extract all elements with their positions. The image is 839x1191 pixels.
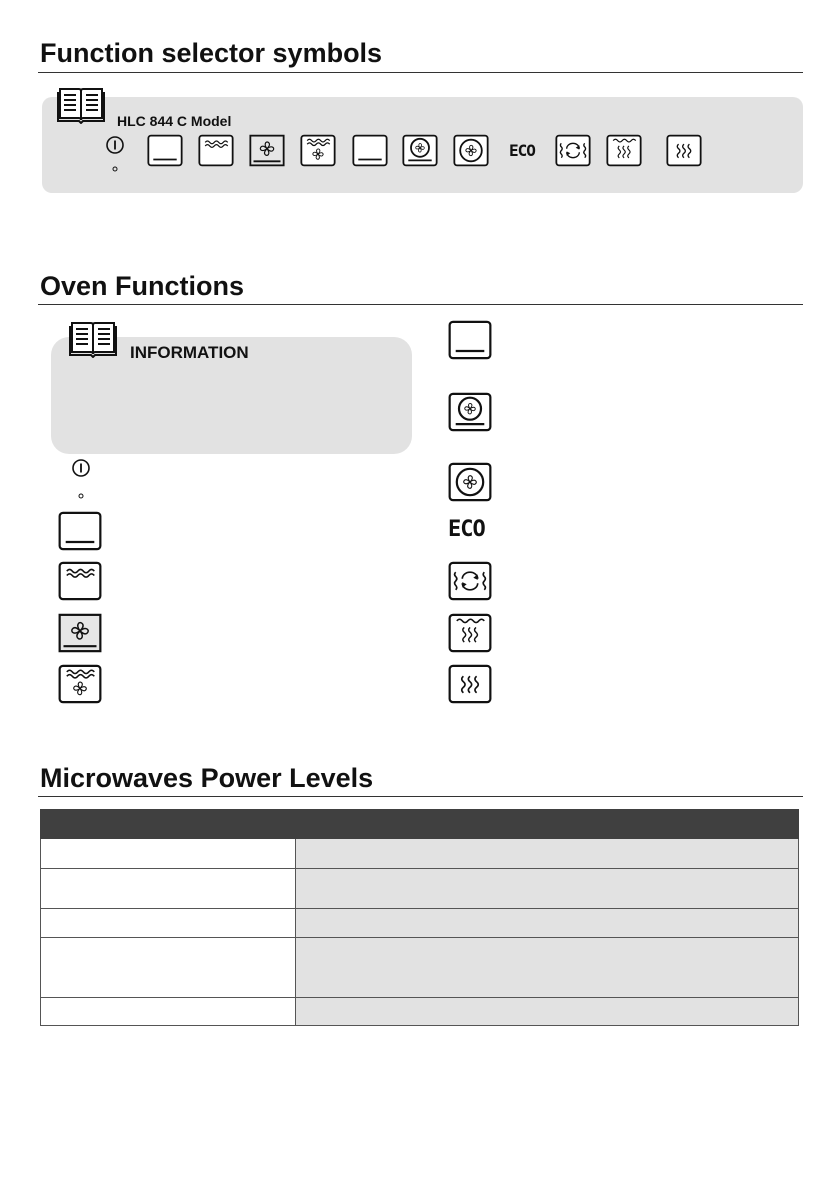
- power-levels-table: [40, 809, 799, 1026]
- microwave-grill-icon: [606, 134, 642, 167]
- table-header-cell: [41, 810, 296, 839]
- section-heading-function-selector: Function selector symbols: [40, 38, 383, 68]
- table-cell: [41, 869, 296, 909]
- table-cell: [41, 909, 296, 938]
- section-heading-oven-functions: Oven Functions: [40, 271, 245, 301]
- top-heat-icon: [198, 134, 234, 167]
- book-icon: [57, 86, 105, 124]
- section-heading-power-levels: Microwaves Power Levels: [40, 763, 374, 793]
- fan-bottom-icon: [58, 613, 102, 653]
- microwave-icon: [448, 664, 492, 704]
- model-label: HLC 844 C Model: [117, 113, 232, 129]
- fan-ring-bottom-icon: [402, 134, 438, 167]
- table-header-row: [41, 810, 799, 839]
- table-cell: [296, 869, 799, 909]
- table-row: [41, 938, 799, 998]
- bottom-heat-icon: [147, 134, 183, 167]
- microwave-rotate-icon: [448, 561, 492, 601]
- bottom-heat-icon: [58, 511, 102, 551]
- table-row: [41, 998, 799, 1026]
- fan-ring-icon: [448, 462, 492, 502]
- table-header-cell: [296, 810, 799, 839]
- heading-rule: [38, 72, 803, 73]
- table-row: [41, 839, 799, 869]
- bottom-heat-icon: [352, 134, 388, 167]
- heading-rule: [38, 796, 803, 797]
- fan-ring-bottom-icon: [448, 392, 492, 432]
- table-cell: [296, 909, 799, 938]
- table-cell: [41, 998, 296, 1026]
- microwave-rotate-icon: [555, 134, 591, 167]
- book-icon: [69, 320, 117, 358]
- table-cell: [296, 938, 799, 998]
- table-cell: [296, 998, 799, 1026]
- table-cell: [41, 938, 296, 998]
- fan-bottom-icon: [249, 134, 285, 167]
- fan-ring-icon: [453, 134, 489, 167]
- heading-rule: [38, 304, 803, 305]
- fan-top-grill-icon: [300, 134, 336, 167]
- table-cell: [41, 839, 296, 869]
- bottom-heat-icon: [448, 320, 492, 360]
- table-row: [41, 869, 799, 909]
- eco-label: ECO: [448, 517, 485, 542]
- information-title: INFORMATION: [130, 343, 249, 362]
- table-row: [41, 909, 799, 938]
- fan-top-grill-icon: [58, 664, 102, 704]
- microwave-icon: [666, 134, 702, 167]
- table-cell: [296, 839, 799, 869]
- top-heat-icon: [58, 561, 102, 601]
- eco-label: ECO: [509, 141, 535, 160]
- power-icon: [103, 135, 127, 177]
- microwave-grill-icon: [448, 613, 492, 653]
- power-icon: [70, 458, 94, 502]
